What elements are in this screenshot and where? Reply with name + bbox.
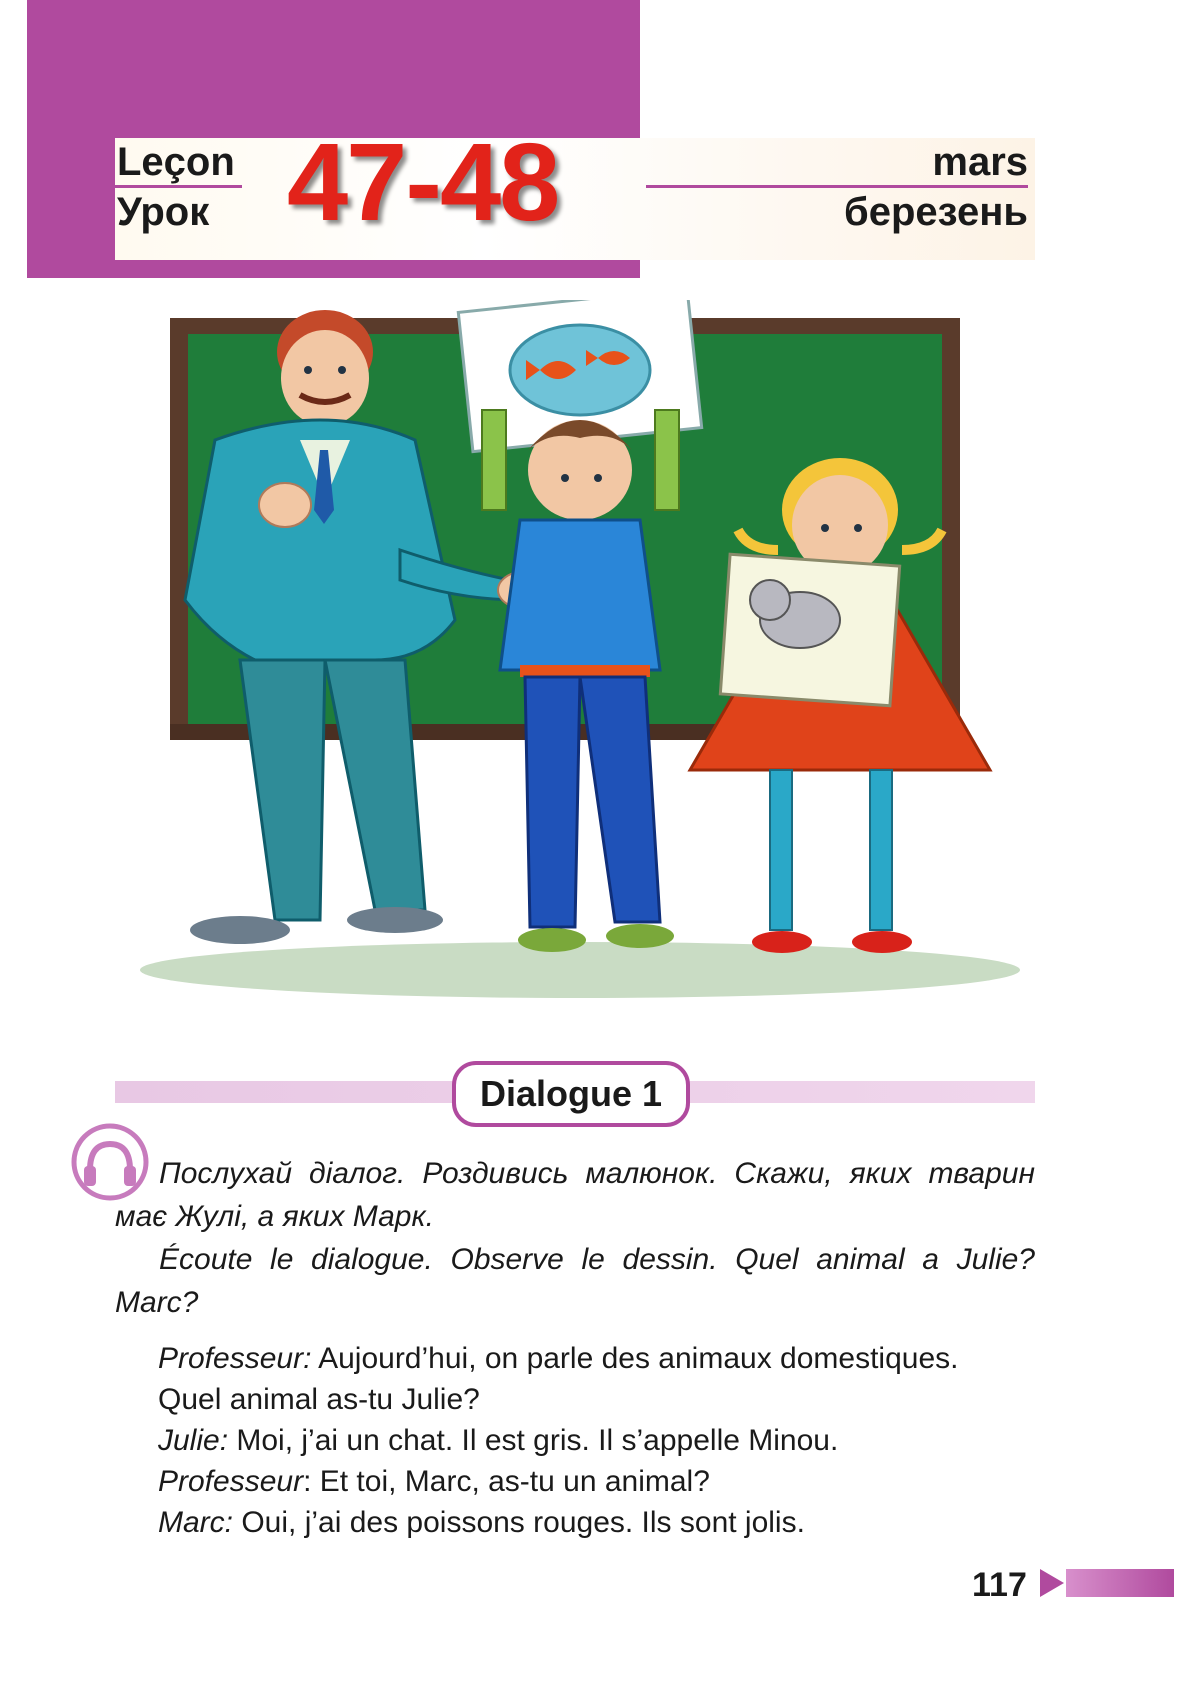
dialogue-title-pill <box>452 1061 690 1127</box>
month-label-uk: березень <box>844 190 1028 234</box>
lesson-number: 47-48 <box>287 121 559 244</box>
line-text: Quel animal as-tu Julie? <box>158 1383 480 1416</box>
dialogue-line <box>158 1461 1038 1502</box>
dialogue-text <box>158 1338 1038 1543</box>
instruction-uk: Послухай діалог. Роздивись малюнок. Скажи, яких тварин має Жулі, а яких Марк. <box>115 1157 1035 1233</box>
dialogue-title: Dialogue 1 <box>479 1073 663 1114</box>
instructions <box>115 1152 1035 1324</box>
line-text: Oui, j’ai des poissons rouges. Ils sont jolis. <box>233 1506 805 1539</box>
header-rule-left <box>108 185 242 188</box>
dialogue-line <box>158 1379 1038 1420</box>
lesson-label-fr: Leçon <box>117 140 235 184</box>
page-number: 117 <box>972 1566 1027 1604</box>
header-rule-right <box>646 185 1028 188</box>
classroom-illustration <box>110 300 1030 1020</box>
speaker-name: Julie: <box>158 1424 229 1457</box>
speaker-name: Professeur <box>158 1465 304 1498</box>
lesson-label-uk: Урок <box>117 190 210 234</box>
instruction-fr: Écoute le dialogue. Observe le dessin. Quel animal a Julie? Marc? <box>115 1243 1035 1319</box>
line-text: : Et toi, Marc, as-tu un animal? <box>303 1465 710 1498</box>
dialogue-line <box>158 1338 1038 1379</box>
speaker-name: Marc: <box>158 1506 233 1539</box>
arrow-right-icon <box>1040 1567 1174 1599</box>
line-text: Aujourd’hui, on parle des animaux domestiques. <box>311 1342 959 1375</box>
girl-figure <box>690 458 990 953</box>
speaker-name: Professeur: <box>158 1342 312 1375</box>
line-text: Moi, j’ai un chat. Il est gris. Il s’appelle Minou. <box>228 1424 839 1457</box>
month-label-fr: mars <box>932 140 1028 184</box>
dialogue-line <box>158 1420 1038 1461</box>
dialogue-line <box>158 1502 1038 1543</box>
